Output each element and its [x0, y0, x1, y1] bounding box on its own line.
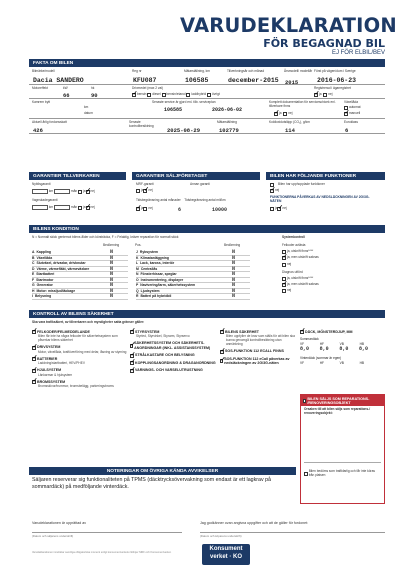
fuel-etanol-label: bensin/etanol [166, 92, 186, 97]
notes-text: Säljaren reserverar sig funktionaliteten på TPMS (däcktrycksövervakning som endast är ett lagkrav på sommardäck) på medföljande vinterdäck. [32, 477, 271, 490]
condition-value[interactable]: N [232, 260, 236, 267]
fuel-bensin-checkbox[interactable] [132, 93, 136, 97]
ev-no-row: ✓ nej [270, 189, 279, 193]
condition-label: Kappling [36, 250, 51, 255]
repair-dangerous-checkbox[interactable] [304, 472, 308, 476]
condition-value[interactable]: N [110, 254, 114, 261]
condition-key: R [136, 294, 139, 299]
model-year-label: Årsmodell/ modellår [284, 69, 313, 73]
condition-key: M [136, 266, 139, 271]
fuel-diesel-label: diesel [152, 92, 161, 97]
condition-label: Startmotor [36, 277, 54, 282]
owner-reg-no-checkbox[interactable] [323, 93, 327, 97]
footer-smallprint: Varudeklarationen innefattar samtliga obligatoriska moment enligt konsumentverkets riktlinjer MRF och Konsumentverket. [32, 551, 172, 554]
mrf-label: MRF-garanti [136, 182, 154, 186]
condition-value[interactable]: N [110, 260, 114, 267]
safety-checkbox[interactable] [130, 369, 134, 373]
safety-item-title: STRÅLKASTARE OCH BELYSNING [135, 353, 195, 358]
ev-label: Bilen har upphopplade funktioner [278, 182, 325, 186]
make-label: Bilmärke/modell [32, 69, 55, 73]
safety-item-title: KOPPLINGSANORDNING & DRAGANORDNING [135, 360, 216, 365]
system-check-label: ja, men utskrift saknas [287, 282, 319, 287]
buyer-signature-label: Jag godkänner ovan angivna uppgifter och att de gäller för fordonet: [200, 521, 309, 525]
seller-signature-label: Varudeklarationen är upprättad av [32, 521, 87, 525]
service-book-yes-checkbox[interactable] [274, 112, 278, 116]
logo-line-1: Konsument [209, 546, 243, 552]
title: VARUDEKLARATION [180, 14, 397, 37]
fuel-ovrigt-label: övrigt [212, 92, 220, 97]
tire-vb-label: VB [339, 342, 344, 347]
section-ev-functions: BILEN HAR FÖLJANDE FUNKTIONER [266, 172, 385, 180]
service-book-label: Komplett dokumentation för serviceschicek enl. tillverkare finns [269, 100, 336, 108]
tire-checkbox[interactable] [300, 330, 304, 334]
seller-signature-field[interactable] [32, 532, 182, 533]
condition-label: Startbatteri [36, 272, 55, 277]
odo-label: Mätarställning, km [184, 69, 210, 73]
last-service-date: 2026-06-02 [212, 107, 243, 113]
other-warranty-label: Annan garanti [190, 182, 210, 186]
repair-checkbox[interactable] [303, 399, 306, 403]
gearbox-auto-label: automat [349, 105, 361, 110]
repair-dangerous-label: Bilen bedöms som trafikfarlig och får inte köras från platsen [308, 468, 375, 477]
facts-row-4 [29, 119, 385, 134]
safety-item-title: BATTERIER [37, 356, 58, 361]
safety-item [32, 368, 130, 376]
fuel-bensin-label: bensin [137, 92, 147, 97]
system-check-label: Systemkontroll [282, 235, 306, 239]
buyer-signature-field[interactable] [200, 532, 385, 533]
repair-dangerous-row [301, 466, 384, 482]
logo-line-2: verket · KO [209, 553, 242, 560]
condition-key: E [32, 272, 35, 277]
system-check-label: Felkoder avlästa [282, 242, 306, 247]
condition-value[interactable]: N [232, 271, 236, 278]
seller-ja-checkbox[interactable] [136, 207, 140, 211]
rust-ja-checkbox[interactable] [78, 206, 82, 210]
safety-item-title: SOS-FUNKTION 112 eCall påverkas av nedsläckningen av 2G/3G-näten [224, 356, 290, 366]
system-check-checkbox[interactable] [282, 289, 286, 293]
seller-months-value: 6 [178, 207, 182, 213]
system-check-item [282, 289, 382, 293]
konsumentverket-logo [202, 544, 250, 565]
gearbox-label: Växellåda [344, 100, 358, 104]
seller-warranty-row: ✓ ja nej [136, 207, 153, 211]
condition-left-item [32, 294, 128, 300]
condition-value[interactable]: N [110, 265, 114, 272]
tire-vb-value: 8,0 [339, 346, 349, 353]
condition-key: A [32, 250, 35, 255]
condition-label: Växellåda [36, 255, 53, 260]
system-check-item [282, 256, 382, 260]
condition-label: Batteri på hybridbil [140, 294, 172, 299]
safety-checkbox[interactable] [130, 361, 134, 365]
service-book-options: ✓ ja nej [274, 112, 293, 116]
safety-checkbox[interactable] [32, 380, 36, 384]
condition-key: N [136, 272, 139, 277]
seller-km-value: 10000 [212, 207, 228, 213]
mrf-row: ja ✓ nej [136, 189, 153, 193]
safety-item-desc: Laddning/startbatteri, HEV/PHEV [38, 361, 85, 366]
first-reg-value: december-2015 [228, 77, 279, 84]
condition-key: H [32, 288, 35, 293]
condition-value[interactable]: N [110, 293, 114, 300]
safety-checkbox[interactable] [32, 330, 36, 334]
safety-item-desc: Styrled, Styrvinkel, Styrarm, Styrservo [136, 334, 190, 339]
ev-2g-question: FUNKTIONERNA PÅVERKAS AV NEDSLÄCKNINGEN AV 2G/3G-NÄTEN [270, 195, 370, 203]
condition-label: Fönsterhissar, speglar [140, 272, 177, 277]
system-check-list [282, 244, 382, 293]
system-check-label: ja, utskrift finns**** [287, 249, 314, 254]
condition-label: Motor: missljud/läckage [36, 288, 76, 293]
safety-item-desc: Bilen uppfyller de krav som ställs för att bilen ska kunna genomgå kontrollbesiktning utan anmärkning [226, 334, 295, 347]
rust-km-field[interactable] [32, 205, 48, 210]
condition-key: B [32, 255, 35, 260]
belt-date-label: datum [84, 111, 93, 115]
condition-value[interactable]: N [110, 276, 114, 283]
model-year-value: 2015 [285, 79, 299, 86]
reg-label: Reg nr [132, 69, 142, 73]
facts-row-1 [29, 68, 385, 85]
condition-right-list [136, 250, 250, 300]
owner-reg-options [314, 93, 333, 97]
condition-value[interactable]: N [110, 282, 114, 289]
repair-reason-field[interactable] [304, 421, 381, 463]
condition-key: O [136, 277, 139, 282]
hp-label: hk [91, 86, 95, 90]
new-car-nej-checkbox[interactable] [86, 190, 90, 194]
fuel-ovrigt-checkbox[interactable] [207, 93, 211, 97]
safety-item-desc: Bromsskivor/trummor, bromsbelägg, parkeringsbroms [38, 384, 114, 389]
repair-box [300, 394, 385, 504]
facts-row-2 [29, 85, 385, 99]
ev-nej-checkbox[interactable] [270, 189, 274, 193]
repair-title: BILEN SÄLJS SOM REPARATIONS- /RENOVERINGSOBJEKT [307, 396, 370, 405]
safety-item [220, 349, 298, 353]
system-check-checkbox[interactable] [282, 283, 286, 287]
safety-checkbox[interactable] [130, 344, 133, 348]
system-check-item [282, 250, 382, 254]
rust-nej-checkbox[interactable] [86, 206, 90, 210]
service-book-no-checkbox[interactable] [283, 112, 287, 116]
tire-title: DÄCK, MÖNSTERDJUP, MM [305, 330, 353, 334]
kw-label: kW [63, 86, 68, 90]
safety-checkbox[interactable] [32, 346, 36, 350]
co2-value: 114 [285, 127, 295, 134]
fuel-etanol-checkbox[interactable] [162, 93, 166, 97]
condition-label: Generator [36, 283, 53, 288]
condition-right-item [136, 294, 250, 300]
safety-col-3 [220, 330, 298, 369]
section-condition: BILENS KONDITION [29, 225, 385, 233]
new-car-km-field[interactable] [32, 189, 48, 194]
last-service-odo: 106585 [164, 107, 183, 113]
insp-value: 2025-08-29 [167, 127, 201, 134]
insp-odo-label: Mätarställning [217, 120, 237, 124]
condition-label: Lack, kaross, interiör [140, 261, 175, 266]
safety-item [130, 353, 218, 357]
tax-value: 426 [33, 127, 43, 134]
seller-signature-hint: (Datum och säljarens underskrift) [32, 534, 74, 538]
kw-value: 66 [63, 92, 70, 99]
odo-value: 106585 [185, 77, 209, 84]
tire-vf-value: 8,0 [300, 346, 310, 353]
safety-intro: Ska vara trafiksäkert, av tillverkaren och myndigheter satta gränser gäller: [32, 320, 145, 324]
safety-item-desc: Länkarmar & hjulsystem [38, 372, 73, 377]
safety-item-title: STYRSYSTEM [135, 330, 160, 334]
fuel-laddhybrid-checkbox[interactable] [186, 93, 190, 97]
condition-legend: N = Normalt skick gentemot bilens ålder och körsträcka, F = Felaktig, kräver reparation för normalt skick [32, 235, 179, 239]
safety-checkbox[interactable] [32, 357, 36, 361]
seller-nej-checkbox[interactable] [143, 207, 147, 211]
tire-summer-values [300, 346, 368, 352]
safety-item [130, 341, 218, 350]
safety-item [130, 368, 218, 372]
section-manufacturer-warranty: GARANTIER TILLVERKAREN [29, 172, 126, 180]
tax-label: Aktuell årlig fordonsskatt [32, 120, 67, 124]
tire-winter-label: Vinterdäck (sommar är egen) [300, 355, 342, 360]
tire-summer-label: Sommardäck [300, 337, 319, 342]
condition-label: Värme, värmefläkt, värmeväxlare [36, 266, 90, 271]
gearbox-manual [344, 112, 360, 116]
system-check-item [282, 244, 382, 248]
euro-value: 6 [345, 127, 349, 134]
condition-label: Belysning [34, 294, 52, 299]
system-check-item [282, 283, 382, 287]
safety-checkbox[interactable] [220, 359, 223, 363]
last-service-label: Senaste service är gjord enl. tillv. serviceplan [152, 100, 216, 104]
safety-checkbox[interactable] [220, 330, 224, 334]
system-check-label: ja, men utskrift saknas [287, 255, 319, 260]
safety-item [32, 330, 130, 342]
system-check-label: nej [287, 288, 292, 293]
fuel-label: Drivmedel (max 2 val) [132, 86, 163, 90]
first-reg-label: Tillverkningsår och månad [227, 69, 265, 73]
condition-label: Ljudsystem [140, 288, 160, 293]
condition-label: Klimatanläggning [140, 255, 169, 260]
ev-2g-row: ja ✓ nej [270, 207, 287, 211]
condition-label: Centrallås [140, 266, 158, 271]
condition-value[interactable]: N [232, 282, 236, 289]
safety-checkbox[interactable] [130, 354, 134, 358]
safety-item-title: SÄKERHETSSYSTEM OCH SÄKERHETS-ANORDNINGAR (INKL. ASSISTANSSYSTEM) [134, 341, 211, 350]
safety-item-title: DRIVSYSTEM [37, 345, 61, 350]
co2-label: Koldioxidutsläpp (CO₂), g/km [269, 120, 310, 124]
tire-hb-value: 8,0 [358, 346, 368, 353]
first-road-label: Först på vägen/dum i Sverige [314, 69, 356, 73]
owner-reg-yes-label: ja [319, 92, 322, 97]
col-left-header: Bedömning [103, 243, 120, 247]
rust-months-field[interactable] [54, 205, 70, 210]
new-car-warranty-row: km mån ja ✓ nej [32, 189, 95, 194]
rust-warranty-label: Vagnskadegaranti [32, 198, 58, 202]
condition-value[interactable]: N [110, 249, 114, 256]
tire-vf-label: VF [300, 342, 305, 347]
safety-col-1 [32, 330, 130, 391]
safety-checkbox[interactable] [220, 350, 224, 354]
system-check-item [282, 277, 382, 281]
section-safety: KONTROLL AV BILENS SÄKERHET [29, 310, 385, 318]
gearbox-manual-label: manuell [349, 111, 361, 116]
safety-checkbox[interactable] [130, 330, 134, 334]
system-check-label: ja, utskrift finns**** [287, 275, 314, 280]
col-right-header: Bedömning [224, 243, 241, 247]
new-car-ja-checkbox[interactable] [78, 190, 82, 194]
condition-value[interactable]: N [232, 254, 236, 261]
safety-item [32, 357, 130, 365]
safety-item-desc: Bilen får inte ha några felkoder för säkerhetssystem som påverkar bilens säkerhet [38, 334, 118, 343]
hp-value: 90 [91, 92, 98, 99]
subtitle: FÖR BEGAGNAD BIL [263, 37, 385, 50]
insp-odo-value: 102779 [219, 127, 239, 134]
make-value: Dacia SANDERO [33, 77, 84, 84]
seller-warranty-months-label: Tidsbegränsning antal månader Tidsbegränsning antal mil/km [136, 198, 226, 202]
mrf-ja-checkbox[interactable] [136, 189, 140, 193]
owner-reg-label: Registrerad i ägarregistret [314, 86, 351, 90]
system-check-item [282, 263, 382, 267]
system-check-checkbox[interactable] [282, 263, 286, 267]
tire-hf-label: HF [319, 342, 324, 347]
safety-item [220, 330, 298, 346]
section-seller-warranty: GARANTIER SÄLJFÖRETAGET [132, 172, 260, 180]
safety-item [130, 330, 218, 338]
system-check-label: Diagnos utförd [282, 269, 303, 274]
owner-reg-yes-checkbox[interactable] [314, 93, 318, 97]
condition-key: K [136, 255, 139, 260]
condition-key: Q [136, 288, 139, 293]
section-facts: FAKTA OM BILEN [29, 59, 385, 67]
repair-reason-label: Orsaken till att bilen säljs som reparations-/ renoveringsobjekt: [304, 407, 371, 415]
col-pos-header: Pos. [135, 243, 142, 247]
condition-value[interactable]: N [110, 271, 114, 278]
condition-key: J [136, 250, 138, 255]
system-check [282, 236, 382, 293]
fuel-diesel-checkbox[interactable] [147, 93, 151, 97]
condition-label: Instrumentering, displayer [140, 277, 184, 282]
tire-hb-label: HB [359, 342, 364, 347]
ev-2g-ja-checkbox[interactable] [270, 207, 274, 211]
belt-label: Kamrem bytt [32, 100, 51, 104]
safety-item-desc: Motor, växellåda, kraftöverföring med delar, låsning av styrning [38, 349, 127, 354]
condition-value[interactable]: N [232, 265, 236, 272]
condition-key: D [32, 266, 35, 271]
safety-item [220, 357, 298, 366]
new-car-months-field[interactable] [54, 189, 70, 194]
safety-item-title: FELKODER/FELMEDDELANDE [37, 330, 90, 334]
safety-item-title: BROMSSYSTEM [37, 379, 66, 384]
facts-row-3 [29, 99, 385, 119]
buyer-signature-hint: (Datum och köparens underskrift) [200, 534, 242, 538]
condition-key: G [32, 283, 35, 288]
fuel-laddhybrid-label: laddhybrid [191, 92, 207, 97]
ev-2g-nej-checkbox[interactable] [277, 207, 281, 211]
reg-value: KFU087 [133, 77, 157, 84]
safety-item-title: BILENS SÄKERHET [225, 330, 259, 334]
mrf-nej-checkbox[interactable] [143, 189, 147, 193]
euro-label: Euroklass [344, 120, 358, 124]
condition-label: Slutväxel, drivaxlar, drivknutar [36, 261, 86, 266]
gearbox-manual-checkbox[interactable] [344, 112, 348, 116]
safety-item-title: VARNINGS- OCH VARSELUTRUSTNING [135, 368, 203, 373]
repair-title-bar [301, 395, 384, 406]
safety-item-title: HJULSYSTEM [37, 368, 62, 373]
system-check-checkbox[interactable] [282, 256, 286, 260]
fuel-options [132, 93, 220, 97]
first-road-value: 2016-06-23 [317, 77, 357, 84]
safety-item [32, 345, 130, 353]
condition-left-list [32, 250, 128, 300]
engine-label: Motoreffekt [32, 86, 48, 90]
condition-value[interactable]: N [232, 293, 236, 300]
tire-winter-headers: VF HF VB HB [300, 360, 364, 365]
system-check-item [282, 271, 382, 275]
safety-col-2 [130, 330, 218, 376]
owner-reg-no-label: nej [328, 92, 333, 97]
condition-label: Rybsystem [139, 250, 158, 255]
rust-warranty-row: km mån ja ✓ nej [32, 205, 95, 210]
tire-hf-value: 8,0 [319, 346, 329, 353]
system-check-label: nej [287, 261, 292, 266]
safety-checkbox[interactable] [32, 369, 36, 373]
section-notes: NOTERINGAR OM ÖVRIGA KÄNDA AVVIKELSER [29, 467, 296, 475]
condition-label: Navivering/larm, säkerhetssystem [140, 283, 196, 288]
condition-key: I [32, 294, 33, 299]
condition-value[interactable]: N [232, 287, 236, 294]
condition-value[interactable]: N [232, 276, 236, 283]
condition-key: L [136, 261, 139, 266]
tire-block [300, 330, 385, 365]
safety-item-title: SOS-FUNKTION 112 ECALL FINNS [225, 349, 284, 354]
condition-value[interactable]: N [110, 287, 114, 294]
condition-key: C [32, 261, 35, 266]
safety-item [130, 361, 218, 365]
condition-value[interactable]: N [232, 249, 236, 256]
condition-key: F [32, 277, 35, 282]
subtitle-elbil: EJ FÖR ELBIL/BEV [331, 50, 385, 56]
condition-key: P [136, 283, 139, 288]
safety-item [32, 380, 130, 388]
new-car-warranty-label: Nybilsgaranti [32, 182, 51, 186]
belt-km-label: km [84, 105, 89, 109]
insp-label: Senaste kontrollbesiktning [129, 120, 154, 128]
